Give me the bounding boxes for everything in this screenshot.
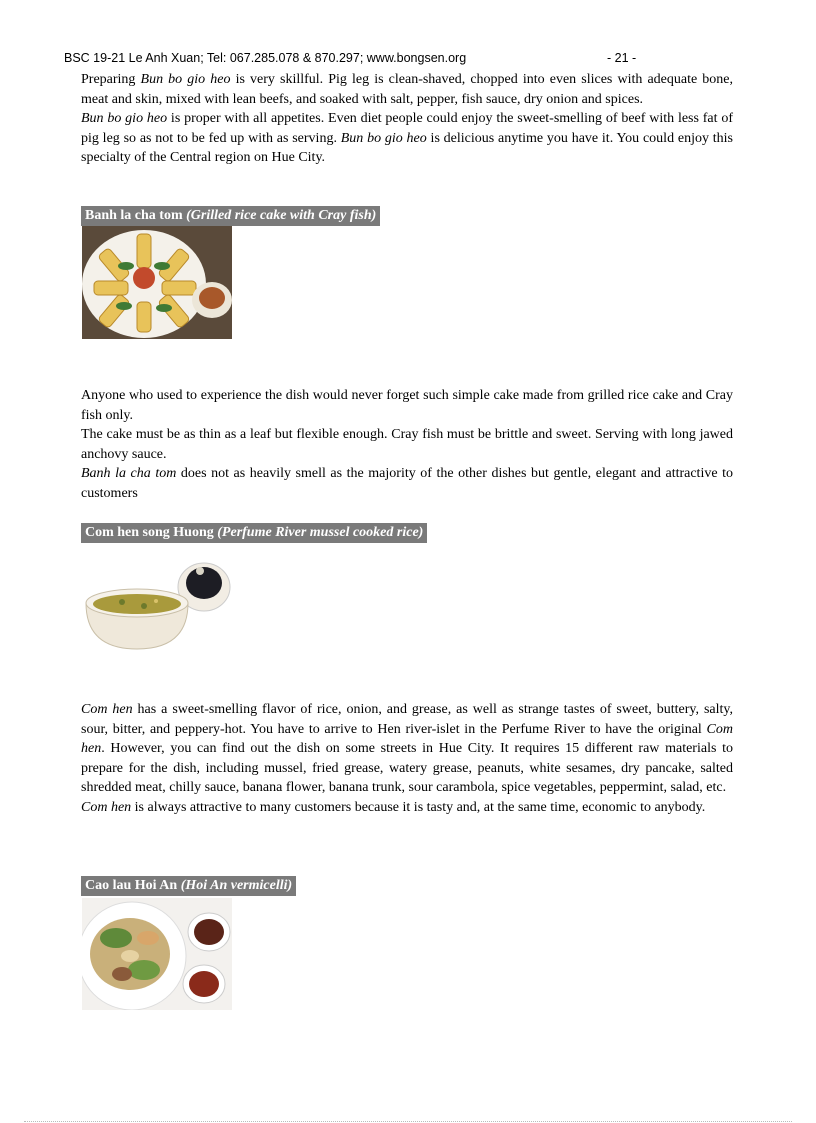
section-heading-com-hen: Com hen song Huong (Perfume River mussel cooked rice) bbox=[81, 523, 427, 543]
dish-photo-cao-lau-icon bbox=[82, 898, 232, 1010]
intro-paragraph-1: Preparing Bun bo gio heo is very skillful. Pig leg is clean-shaved, chopped into even slices with adequate bone, meat and skin, mixed with lean beefs, and soaked with salt, pepper, fish sauce, dry onion and spices. bbox=[81, 72, 734, 107]
page-number: - 21 - bbox=[607, 51, 637, 65]
section-heading-cao-lau: Cao lau Hoi An (Hoi An vermicelli) bbox=[81, 876, 296, 896]
section-1-paragraph-3: Banh la cha tom does not as heavily smell as the majority of the other dishes but gentle, elegant and attractive to customers bbox=[81, 466, 733, 501]
section-1-text bbox=[81, 386, 733, 504]
section-1-paragraph-2: The cake must be as thin as a leaf but flexible enough. Cray fish must be brittle and sweet. Serving with long jawed anchovy sauce. bbox=[81, 427, 733, 462]
section-1-paragraph-1: Anyone who used to experience the dish would never forget such simple cake made from grilled rice cake and Cray fish only. bbox=[81, 388, 733, 423]
section-2-text bbox=[81, 700, 733, 818]
section-2-paragraph-2: Com hen is always attractive to many customers because it is tasty and, at the same time, economic to anybody. bbox=[81, 799, 706, 815]
intro-text bbox=[81, 70, 733, 168]
dish-photo-banh-la-icon bbox=[82, 226, 232, 339]
dish-photo-com-hen-icon bbox=[82, 551, 232, 655]
header-contact: BSC 19-21 Le Anh Xuan; Tel: 067.285.078 & 870.297; www.bongsen.org bbox=[64, 51, 467, 65]
intro-paragraph-2: Bun bo gio heo is proper with all appetites. Even diet people could enjoy the sweet-smelling of beef with less fat of pig leg so as not to be fed up with as serving. Bun bo gio heo is delicious anytime you have it. You could enjoy this specialty of the Central region on Hue City. bbox=[81, 111, 734, 166]
page-bottom-border bbox=[24, 1121, 792, 1122]
section-heading-banh-la-cha-tom: Banh la cha tom (Grilled rice cake with Cray fish) bbox=[81, 206, 380, 226]
section-2-paragraph-1: Com hen has a sweet-smelling flavor of rice, onion, and grease, as well as strange tastes of sweet, buttery, salty, sour, bitter, and peppery-hot. You have to arrive to Hen river-islet in the Perfume River to have the original Com hen. However, you can find out the dish on some streets in Hue City. It requires 15 different raw materials to prepare for the dish, including mussel, fried grease, watery grease, peanuts, white sesames, dry pancake, salted shredded meat, chilly sauce, banana flower, banana trunk, sour carambola, spice vegetables, peppermint, salad, etc. bbox=[81, 702, 733, 796]
